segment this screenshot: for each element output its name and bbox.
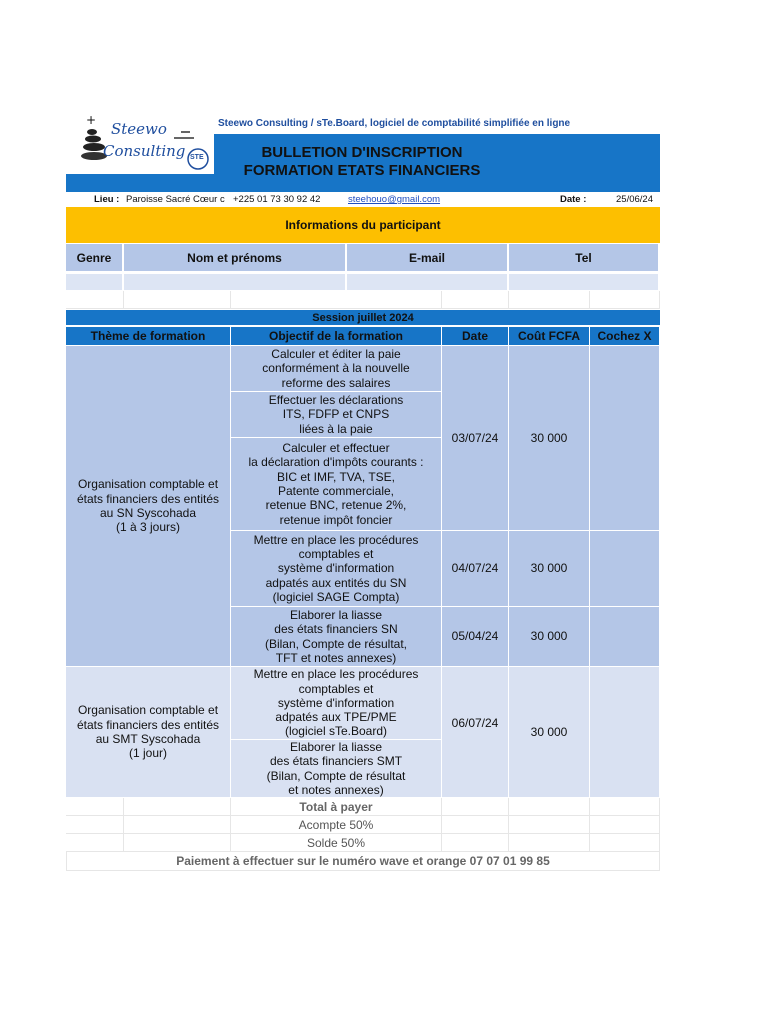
objective-line: conformément à la nouvelle [262, 361, 410, 376]
objective-line: Elaborer la liasse [289, 607, 383, 622]
grid-cell [442, 816, 509, 834]
grid-cell [590, 291, 660, 309]
objective-line: Calculer et effectuer [282, 441, 390, 456]
phone-number: +225 01 73 30 92 42 [233, 194, 321, 205]
payment-note: Paiement à effectuer sur le numéro wave et orange 07 07 01 99 85 [66, 852, 660, 871]
objective-line: (logiciel SAGE Compta) [272, 589, 400, 604]
objective-line: comptables et [298, 681, 374, 696]
date-label: Date : [560, 194, 587, 205]
grid-cell [124, 291, 231, 309]
objective-line: Patente commerciale, [277, 484, 395, 498]
checkbox-cell[interactable] [590, 531, 660, 607]
grid-cell [66, 834, 124, 852]
theme-line: au SN Syscohada [99, 506, 197, 520]
grid-cell [66, 798, 124, 816]
col-cochez: Cochez X [590, 327, 660, 345]
cost-cell: 30 000 [509, 667, 590, 798]
date-cell: 05/04/24 [442, 607, 509, 667]
col-email: E-mail [347, 244, 509, 273]
objective-procedures-sn [231, 531, 442, 607]
grid-cell [442, 291, 509, 309]
checkbox-cell[interactable] [590, 607, 660, 667]
lieu-value: Paroisse Sacré Cœur c [126, 194, 225, 205]
participant-section-title: Informations du participant [66, 207, 660, 243]
solde-value-cell[interactable] [509, 834, 590, 852]
objective-line: la déclaration d'impôts courants : [248, 455, 424, 470]
total-label: Total à payer [231, 798, 442, 816]
grid-cell [231, 291, 442, 309]
tel-input[interactable] [509, 274, 660, 290]
logo-text-steewo: Steewo [111, 120, 167, 138]
svg-text:+: + [86, 113, 97, 127]
email-input[interactable] [347, 274, 509, 290]
logo [66, 112, 214, 174]
theme-sn [66, 346, 231, 667]
objective-line: reforme des salaires [281, 375, 391, 390]
theme-smt [66, 667, 231, 798]
solde-label: Solde 50% [231, 834, 442, 852]
date-value: 25/06/24 [616, 194, 653, 205]
title-line-1: BULLETION D'INSCRIPTION [261, 144, 463, 161]
objective-line: (Bilan, Compte de résultat, [264, 636, 408, 651]
date-cell: 06/07/24 [442, 667, 509, 798]
acompte-value-cell[interactable] [509, 816, 590, 834]
cost-cell: 30 000 [509, 346, 590, 531]
objective-paie [231, 346, 442, 392]
objective-line: Elaborer la liasse [289, 739, 383, 754]
objective-declarations [231, 392, 442, 438]
objective-line: adpatés aux TPE/PME [275, 710, 397, 725]
page-title [214, 144, 510, 180]
cost-cell: 30 000 [509, 531, 590, 607]
objective-line: système d'information [277, 695, 395, 710]
grid-cell [590, 834, 660, 852]
objective-line: système d'information [277, 561, 395, 576]
objective-line: (logiciel sTe.Board) [284, 724, 388, 739]
theme-line: Organisation comptable et [77, 703, 219, 718]
theme-line: états financiers des entités [76, 491, 220, 506]
total-value-cell[interactable] [509, 798, 590, 816]
grid-cell [124, 798, 231, 816]
theme-line: (1 jour) [128, 746, 167, 761]
objective-line: ITS, FDFP et CNPS [282, 407, 390, 422]
objective-liasse-smt [231, 740, 442, 798]
col-tel: Tel [509, 244, 660, 273]
col-date: Date [442, 327, 509, 345]
grid-cell [66, 291, 124, 309]
objective-line: retenue impôt foncier [279, 512, 393, 527]
grid-cell [124, 834, 231, 852]
theme-line: états financiers des entités [76, 717, 220, 732]
objective-procedures-tpe [231, 667, 442, 740]
objective-line: BIC et IMF, TVA, TSE, [276, 469, 396, 484]
objective-line: Mettre en place les procédures [253, 532, 419, 547]
email-link[interactable]: steehouo@gmail.com [348, 194, 441, 205]
objective-line: retenue BNC, retenue 2%, [265, 498, 407, 513]
acompte-label: Acompte 50% [231, 816, 442, 834]
theme-line: Organisation comptable et [77, 477, 219, 492]
objective-line: TFT et notes annexes) [275, 650, 397, 665]
title-line-2: FORMATION ETATS FINANCIERS [243, 162, 481, 179]
objective-line: adpatés aux entités du SN [265, 575, 407, 590]
objective-line: (Bilan, Compte de résultat [266, 768, 406, 783]
objective-line: liées à la paie [299, 421, 373, 436]
objective-line: Mettre en place les procédures [253, 667, 419, 682]
col-nom: Nom et prénoms [124, 244, 347, 273]
cost-cell: 30 000 [509, 607, 590, 667]
checkbox-cell[interactable] [590, 346, 660, 531]
grid-cell [442, 798, 509, 816]
grid-cell [442, 834, 509, 852]
objective-line: Calculer et éditer la paie [271, 347, 401, 362]
objective-line: des états financiers SMT [269, 754, 403, 769]
theme-line: au SMT Syscohada [95, 732, 201, 746]
grid-cell [124, 816, 231, 834]
grid-cell [66, 816, 124, 834]
objective-line: des états financiers SN [274, 622, 398, 637]
theme-line: (1 à 3 jours) [115, 520, 181, 535]
checkbox-cell[interactable] [590, 667, 660, 798]
lieu-label: Lieu : [94, 194, 120, 205]
session-title: Session juillet 2024 [66, 310, 660, 325]
tagline: Steewo Consulting / sTe.Board, logiciel de comptabilité simplifiée en ligne [218, 118, 571, 129]
nom-input[interactable] [124, 274, 347, 290]
objective-liasse-sn [231, 607, 442, 667]
grid-cell [590, 816, 660, 834]
genre-input[interactable] [66, 274, 124, 290]
objective-impots [231, 438, 442, 531]
grid-cell [509, 291, 590, 309]
col-objectif: Objectif de la formation [231, 327, 442, 345]
logo-text-consulting: Consulting [103, 142, 186, 160]
col-cout: Coût FCFA [509, 327, 590, 345]
grid-cell [590, 798, 660, 816]
logo-badge: STE [190, 154, 204, 161]
col-theme: Thème de formation [66, 327, 231, 345]
date-cell: 03/07/24 [442, 346, 509, 531]
objective-line: et notes annexes) [288, 782, 384, 797]
objective-line: comptables et [298, 547, 374, 562]
date-cell: 04/07/24 [442, 531, 509, 607]
col-genre: Genre [66, 244, 124, 273]
objective-line: Effectuer les déclarations [268, 393, 404, 408]
